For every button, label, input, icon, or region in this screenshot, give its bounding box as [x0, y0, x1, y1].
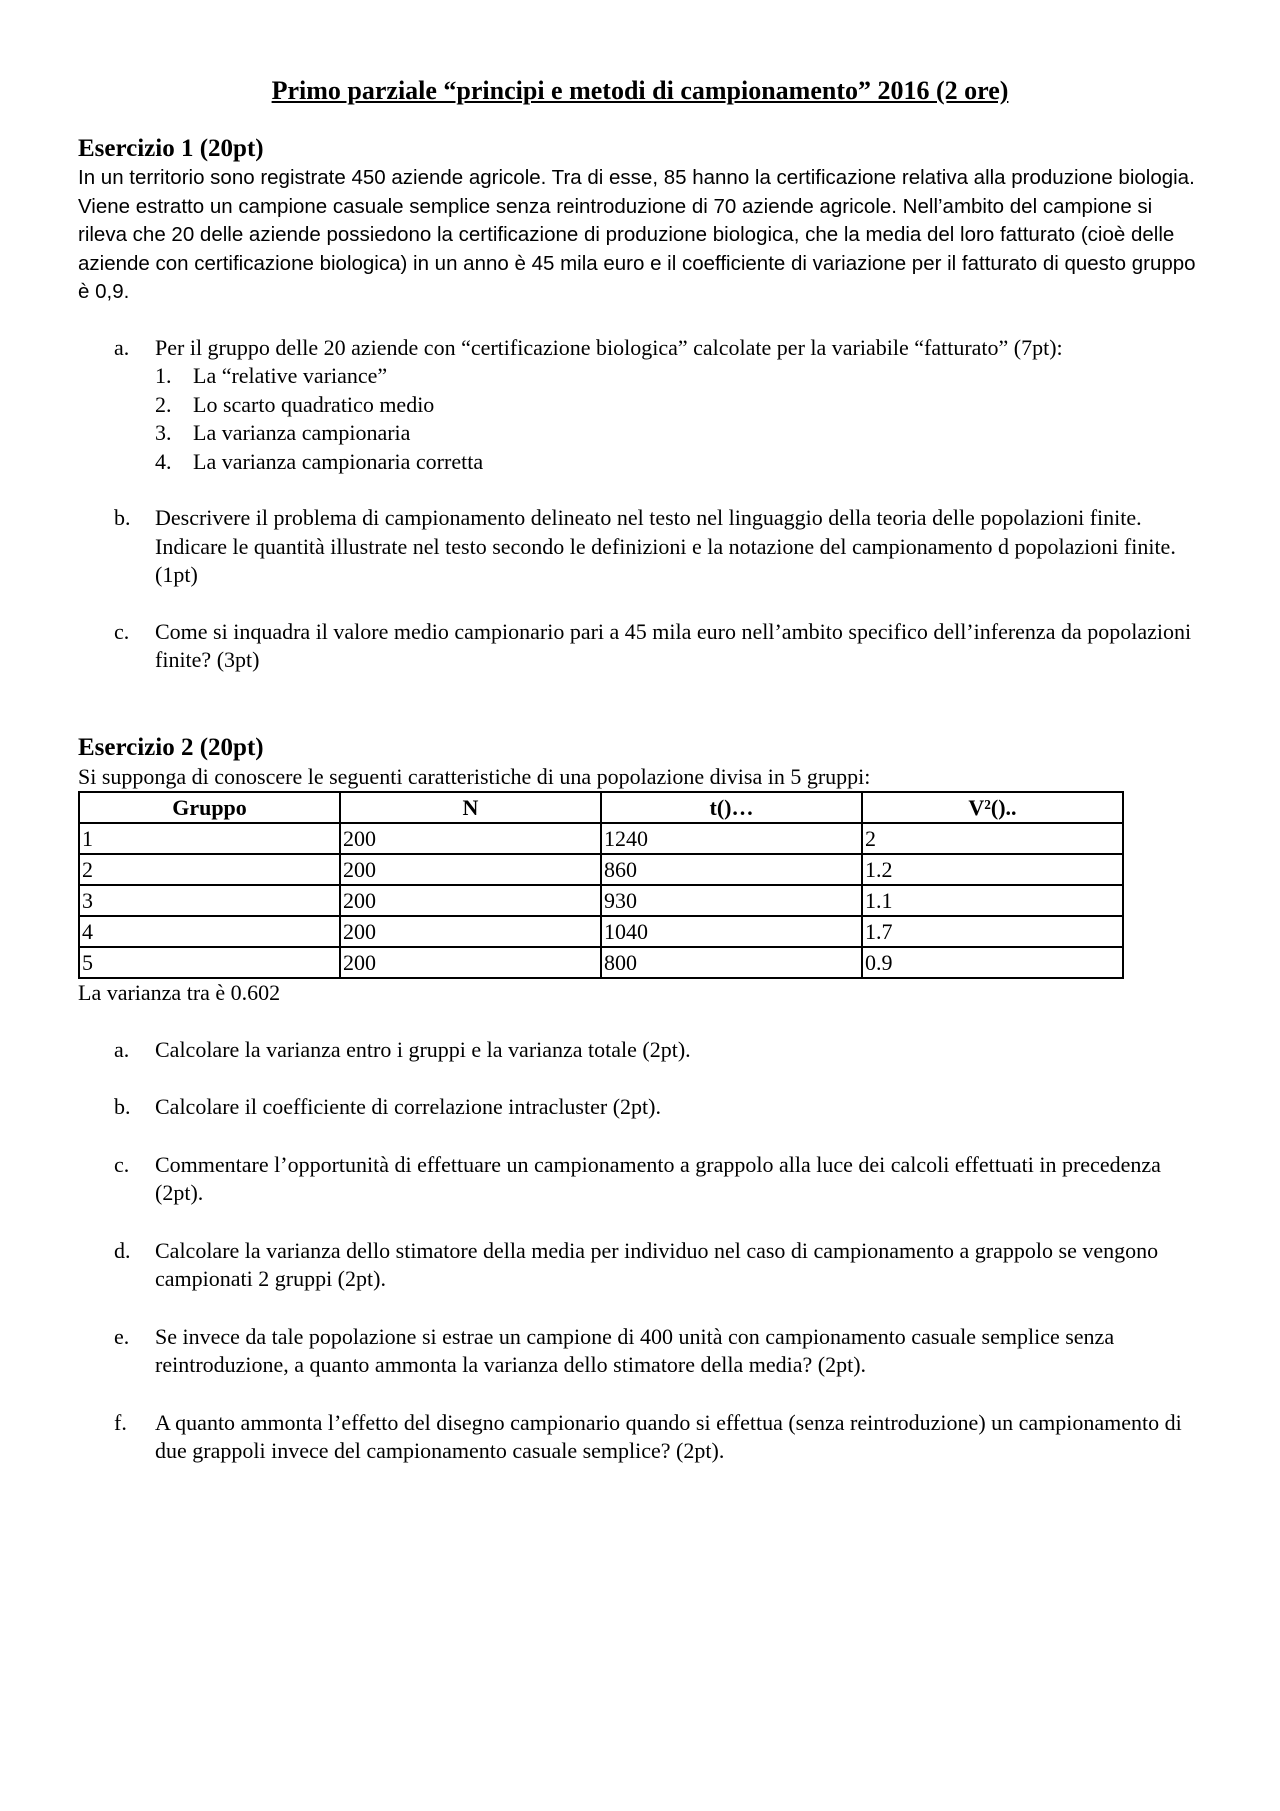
table-cell: 200 [340, 916, 601, 947]
question-letter: b. [114, 505, 131, 530]
question-text: Se invece da tale popolazione si estrae un campione di 400 unità con campionamento casuale semplice senza reintroduzione, a quanto ammonta la varianza dello stimatore della media? (2pt). [155, 1323, 1115, 1377]
column-header-n: N [340, 792, 601, 823]
column-header-relvariance: V²().. [862, 792, 1123, 823]
table-cell: 4 [79, 916, 340, 947]
table-header-row [79, 792, 1123, 823]
exercise-2-heading: Esercizio 2 (20pt) [78, 733, 264, 761]
page-title: Primo parziale “principi e metodi di campionamento” 2016 (2 ore) [271, 76, 1009, 105]
column-header-gruppo: Gruppo [79, 792, 340, 823]
subitem-number: 1. [155, 363, 172, 388]
question-letter: d. [114, 1237, 131, 1263]
exercise-2-question-d [78, 1237, 1202, 1294]
table-cell: 800 [601, 947, 862, 978]
subitem-text: La varianza campionaria corretta [193, 448, 484, 474]
table-cell: 5 [79, 947, 340, 978]
question-text: Calcolare il coefficiente di correlazione intracluster (2pt). [155, 1094, 661, 1119]
exercise-1-question-b [78, 504, 1202, 590]
table-row [79, 854, 1123, 885]
table-cell: 1 [79, 823, 340, 854]
exercise-2-question-b [78, 1093, 1202, 1122]
subitem-number: 4. [155, 448, 172, 474]
subitem-2 [155, 391, 1202, 420]
subitem-text: La “relative variance” [193, 363, 388, 388]
question-text: Per il gruppo delle 20 aziende con “certificazione biologica” calcolate per la variabile “fatturato” (7pt): [155, 334, 1063, 360]
exercise-1-questions [78, 334, 1202, 675]
question-letter: c. [114, 618, 130, 644]
table-cell: 1040 [601, 916, 862, 947]
table-cell: 3 [79, 885, 340, 916]
table-cell: 1.2 [862, 854, 1123, 885]
subitem-number: 3. [155, 420, 172, 445]
exercise-1-intro: In un territorio sono registrate 450 aziende agricole. Tra di esse, 85 hanno la certificazione relativa alla produzione biologia. Viene estratto un campione casuale semplice senza reintroduzione di 70 aziende agricole. Nell’ambito del campione si rileva che 20 delle aziende possiedono la certificazione di produzione biologica, che la media del loro fatturato (cioè delle aziende con certificazione biologica) in un anno è 45 mila euro e il coefficiente di variazione per il fatturato di questo gruppo è 0,9. [78, 166, 1196, 303]
exercise-1-heading: Esercizio 1 (20pt) [78, 135, 264, 162]
table-cell: 200 [340, 854, 601, 885]
question-text: Come si inquadra il valore medio campionario pari a 45 mila euro nell’ambito specifico dell’inferenza da popolazioni finite? (3pt) [155, 618, 1192, 672]
table-cell: 1.1 [862, 885, 1123, 916]
exercise-1-question-a-subitems [155, 362, 1202, 476]
table-cell: 2 [862, 823, 1123, 854]
question-text: Descrivere il problema di campionamento delineato nel testo nel linguaggio della teoria delle popolazioni finite. Indicare le quantità illustrate nel testo secondo le definizioni e la notazione del campionamento d popolazioni finite. (1pt) [155, 505, 1176, 587]
exercise-1-question-a [78, 334, 1202, 477]
exercise-2-questions [78, 1036, 1202, 1466]
exercise-2-question-a [78, 1036, 1202, 1065]
subitem-1 [155, 362, 1202, 391]
table-cell: 930 [601, 885, 862, 916]
table-row [79, 916, 1123, 947]
table-cell: 860 [601, 854, 862, 885]
table-row [79, 947, 1123, 978]
table-cell: 200 [340, 885, 601, 916]
question-letter: e. [114, 1323, 130, 1349]
subitem-number: 2. [155, 391, 172, 417]
column-header-total: t()… [601, 792, 862, 823]
question-letter: a. [114, 1036, 130, 1062]
subitem-3 [155, 419, 1202, 448]
question-text: A quanto ammonta l’effetto del disegno campionario quando si effettua (senza reintroduzione) un campionamento di due grappoli invece del campionamento casuale semplice? (2pt). [155, 1409, 1182, 1463]
table-cell: 1240 [601, 823, 862, 854]
table-cell: 200 [340, 947, 601, 978]
question-letter: f. [114, 1409, 127, 1435]
table-cell: 1.7 [862, 916, 1123, 947]
exercise-1 [78, 134, 1202, 675]
subitem-text: Lo scarto quadratico medio [193, 391, 435, 417]
subitem-text: La varianza campionaria [193, 420, 411, 445]
question-letter: c. [114, 1151, 130, 1177]
question-letter: a. [114, 334, 130, 360]
table-row [79, 823, 1123, 854]
question-letter: b. [114, 1094, 131, 1119]
exercise-2-question-e [78, 1323, 1202, 1380]
exercise-2-intro: Si supponga di conoscere le seguenti caratteristiche di una popolazione divisa in 5 gruppi: [78, 763, 871, 789]
between-variance-note: La varianza tra è 0.602 [78, 980, 281, 1005]
table-cell: 0.9 [862, 947, 1123, 978]
table-row [79, 885, 1123, 916]
exercise-1-question-c [78, 618, 1202, 675]
question-text: Commentare l’opportunità di effettuare un campionamento a grappolo alla luce dei calcoli effettuati in precedenza (2pt). [155, 1151, 1161, 1205]
exercise-2 [78, 733, 1202, 1466]
exercise-2-question-f [78, 1409, 1202, 1466]
table-cell: 200 [340, 823, 601, 854]
question-text: Calcolare la varianza dello stimatore della media per individuo nel caso di campionamento a grappolo se vengono campionati 2 gruppi (2pt). [155, 1237, 1159, 1291]
exercise-2-question-c [78, 1151, 1202, 1208]
table-cell: 2 [79, 854, 340, 885]
question-text: Calcolare la varianza entro i gruppi e la varianza totale (2pt). [155, 1036, 691, 1062]
subitem-4 [155, 448, 1202, 477]
groups-table [78, 791, 1124, 979]
